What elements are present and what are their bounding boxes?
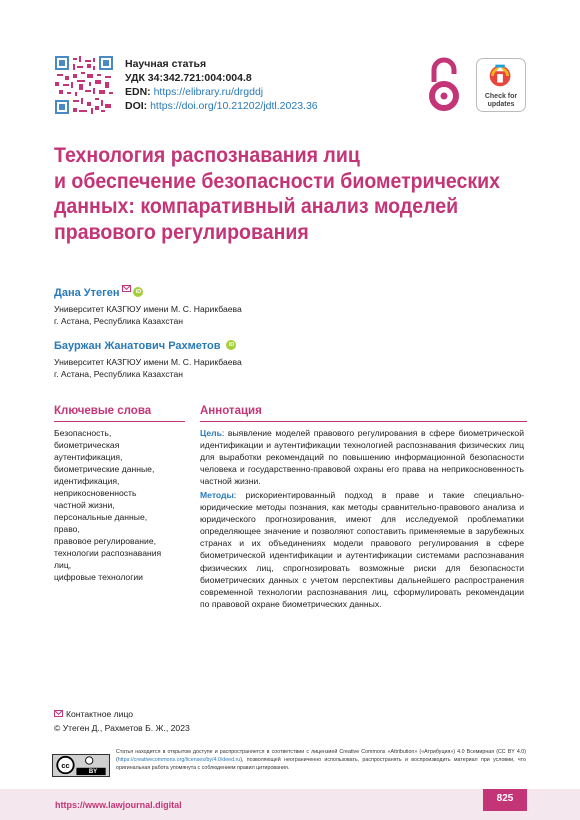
title-line: Технология распознавания лиц	[54, 144, 360, 167]
article-meta	[125, 57, 318, 113]
keyword: лиц,	[54, 560, 72, 570]
open-access-icon	[424, 56, 464, 112]
abstract-heading: Аннотация	[200, 405, 262, 417]
orcid-icon[interactable]: iD	[133, 287, 143, 297]
keyword: биометрические данные,	[54, 464, 155, 474]
journal-url[interactable]: https://www.lawjournal.digital	[55, 800, 182, 810]
title-line: и обеспечение безопасности биометрических	[54, 169, 501, 193]
qr-code-icon	[55, 56, 113, 114]
author-1-affiliation	[54, 303, 242, 327]
email-icon[interactable]	[122, 285, 131, 292]
affiliation-university: Университет КАЗГЮУ имени М. С. Нарикбаева	[54, 304, 242, 314]
edn-link[interactable]: https://elibrary.ru/drgddj	[153, 86, 264, 98]
keyword: Безопасность,	[54, 428, 112, 438]
methods-label: Методы	[200, 490, 234, 500]
goal-label: Цель	[200, 428, 222, 438]
abstract-goal	[200, 427, 524, 487]
license-link[interactable]: https://creativecommons.org/licenses/by/4.0/deed.ru	[117, 757, 241, 763]
author-name: Дана Утеген	[54, 287, 120, 299]
keyword: правовое регулирование,	[54, 536, 157, 546]
article-type: Научная статья	[125, 58, 207, 70]
author-2-affiliation	[54, 356, 242, 380]
keyword: технологии распознавания	[54, 548, 162, 558]
contact-label: Контактное лицо	[66, 709, 134, 719]
author-2	[54, 336, 236, 354]
abstract-methods	[200, 489, 524, 610]
check-for-updates-icon	[477, 59, 525, 91]
keywords-heading: Ключевые слова	[54, 405, 152, 417]
orcid-icon[interactable]: iD	[226, 340, 236, 350]
email-icon	[54, 710, 63, 717]
edn-label: EDN:	[125, 86, 151, 98]
keyword: биометрическая	[54, 440, 120, 450]
author-name: Бауржан Жанатович Рахметов	[54, 340, 221, 352]
doi-link[interactable]: https://doi.org/10.21202/jdtl.2023.36	[150, 100, 318, 112]
cc-by-label: BY	[88, 769, 98, 775]
check-for-updates-badge[interactable]	[476, 58, 526, 112]
keyword: частной жизни,	[54, 500, 115, 510]
abstract-divider	[200, 421, 527, 422]
license-text-after: ), позволяющей неограниченно использовать, распространять и воспроизводить материал при условии, что оригинальная работа упомянута с соблюдением правил цитирования.	[116, 757, 526, 771]
title-line: данных: компаративный анализ моделей	[54, 195, 459, 218]
doi-label: DOI:	[125, 100, 148, 112]
author-1	[54, 283, 143, 301]
keyword: идентификация,	[54, 476, 120, 486]
article-title	[54, 143, 501, 245]
keyword: аутентификация,	[54, 452, 123, 462]
cc-by-icon[interactable]	[52, 754, 110, 777]
goal-text: : выявление моделей правового регулирования в сфере биометрической идентификации и аутентификации технологией распознавания физических лиц для выработки рекомендаций по повышению информационной безопасности человека и государственно-правовой охраны его права на неприкосновенность частной жизни.	[200, 428, 524, 487]
page-number: 825	[496, 793, 514, 804]
svg-text:cc: cc	[61, 760, 70, 770]
title-line: правового регулирования	[54, 220, 309, 244]
affiliation-city: г. Астана, Республика Казахстан	[54, 316, 184, 326]
keyword: право,	[54, 524, 80, 534]
affiliation-university: Университет КАЗГЮУ имени М. С. Нарикбаева	[54, 357, 242, 367]
keywords-list	[54, 427, 182, 583]
keyword: персональные данные,	[54, 512, 148, 522]
edn-line	[125, 85, 318, 99]
license-text	[116, 748, 526, 772]
check-for-updates-line2: updates	[487, 101, 515, 108]
copyright: © Утеген Д., Рахметов Б. Ж., 2023	[54, 723, 190, 733]
doi-line	[125, 99, 318, 113]
methods-text: : рискориентированный подход в праве и такие специально-юридические методы познания, как методы сравнительно-правового анализа и юридического прогнозирования, имеют для исследуемой проблематики определяющее значение и позволяют сопоставить применяемые в зарубежных странах и их объединениях модели правового регулирования в сфере биометрической идентификации и аутентификации системами распознавания физических лиц, спрогнозировать возможные риски для безопасности биометрических данных с учетом перспективы дальнейшего распространения современной технологии распознавания лиц, сформулировать рекомендации по правовой охране биометрических данных.	[200, 490, 524, 609]
check-for-updates-line1: Check for	[484, 93, 518, 100]
keyword: неприкосновенность	[54, 488, 137, 498]
license-text-before: Статья находится в открытом доступе и распространяется в соответствии с лицензией Creative Commons «Attribution» («Атрибуция») 4.0 Всемирная (CC BY 4.0) (	[116, 749, 526, 763]
keywords-divider	[54, 421, 185, 422]
contact-person	[54, 708, 133, 721]
udc-code: УДК 34:342.721:004:004.8	[125, 72, 252, 84]
affiliation-city: г. Астана, Республика Казахстан	[54, 369, 184, 379]
keyword: цифровые технологии	[54, 572, 143, 582]
